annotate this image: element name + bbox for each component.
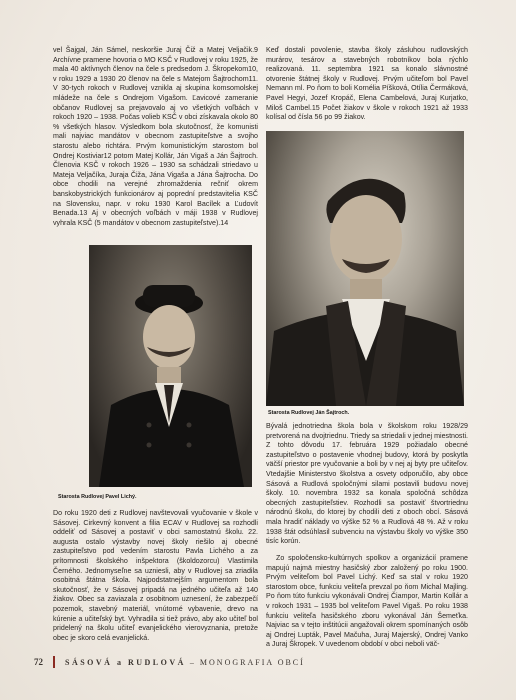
photo-caption-right: Starosta Rudlovej Ján Šajtroch.: [268, 410, 350, 416]
photo-caption-left: Starosta Rudlovej Pavel Lichý.: [58, 494, 137, 500]
right-paragraph-3: Zo spoločensko-kultúrnych spolkov a organizácií pramene mapujú najmä miestny hasičský zbor založený po roku 1900. Prvým veliteľom bol Pavel Lichý. Keď sa stal v roku 1920 starostom obce, funkciu veliteľa prevzal po ňom Michal Majling. Po ňom túto funkciu vykonávali Ondrej Čiampor, Martin Kollár a v rokoch 1931 – 1935 bol veliteľom Pavel Vigaš. Po roku 1938 funkciu veliteľa hasičského zboru vykonával Ján Šemeťka. Najviac sa v tejto inštitúcii angažovali okrem spomínaných osôb aj Ondrej Lupták, Pavel Mačuha, Juraj Majerský, Ondrej Vanko a Juraj Škropek. V uvedenom období v obci neboli väč-: [266, 554, 468, 649]
portrait-photo-pavel-lichy: [89, 245, 252, 487]
footer-title: [65, 658, 305, 667]
footer-title-sub: MONOGRAFIA OBCÍ: [199, 657, 305, 667]
footer-separator: –: [189, 657, 196, 667]
portrait-photo-jan-sajtroch: [266, 131, 464, 406]
page-footer: [34, 655, 305, 669]
left-paragraph-1: vel Šajgal, Ján Sámel, neskoršie Juraj Čiž a Matej Veljačik.9 Archívne pramene hovoria o MO KSČ v Rudlovej v roku 1925, že mala 40 aktívnych členov na čele s predsedom J. Škropekom10, v roku 1929 a 1930 20 členov na čele s Matejom Šajtrochom11. V 30-tych rokoch v Rudlovej vznikla aj skupina komsomolskej mládeže na čele s Ondrejom Vigašom. Ľavicové zameranie občanov Rudlovej sa prejavovalo aj vo všetkých voľbách v rokoch 1920 – 1938. Počas volieb KSČ v obci získavala okolo 80 % všetkých hlasov. Výsledkom bola skutočnosť, že komunisti mali najviac mandátov v obecnom zastupiteľstve a svojho starostu alebo richtára. Prvým komunistickým starostom bol Ondrej Kostiviar12 potom Matej Kollár, Ján Vigaš a Ján Šajtroch. Členovia KSČ v rokoch 1926 – 1930 sa schádzali striedavo u Mateja Veljačíka, Juraja Čiža, Jána Vigaša a Jána Šajtrocha. Do obce chodili na verejné zhromaždenia rečniť okrem banskobystrických funkcionárov aj poprední predstavitelia KSČ na Slovensku, napr. v roku 1930 Karol Bacílek a Ľudovít Benada.13 Aj v obecných voľbách v máji 1938 v Rudlovej vyhrala KSČ (5 mandátov v obecnom zastupiteľstve).14: [53, 46, 258, 227]
right-paragraph-2: Bývalá jednotriedna škola bola v školskom roku 1928/29 pretvorená na dvojtriednu. Triedy sa striedali v jednej miestnosti. Z tohto dôvodu 17. februára 1929 požiadalo obecné zastupiteľstvo o postavenie vhodnej budovy, ktorá by poskytla väčší priestor pre vyučovanie a boli by v nej aj byty pre učiteľov. Vtedajšie Ministerstvo školstva a osvety odporučilo, aby obce Sásová a Rudlová spoločnými silami postavili budovu novej školy. 10. novembra 1932 sa konala spoločná schôdza obecných zastupiteľstiev. Rozhodli sa postaviť štvortriednu národnú školu, do ktorej by chodili deti z oboch obcí. Sásová mala hradiť náklady vo výške 52 % a Rudlová 48 %. Až v roku 1938 štát odsúhlasil subvenciu na výstavbu školy vo výške 350 tisíc korún.: [266, 422, 468, 546]
left-paragraph-2: Do roku 1920 deti z Rudlovej navštevovali vyučovanie v škole v Sásovej. Cirkevný konvent a filia ECAV v Rudlovej sa rozhodli oddeliť od Sásovej a postaviť v obci samostatnú školu. 22. augusta ostalo výstavby novej školy riešilo aj obecné zastupiteľstvo pod vedením starostu Pavla Lichého a za prítomnosti školského inšpektora (školdozorcu) Vlastimila Černého. Jednomyseľne sa uzniesli, aby v Rudlovej sa zriadila osobitná štátna škola. Najpodstatnejším argumentom bola skutočnosť, že v Sásovej pripadá na jedného učiteľa až 140 žiakov. Obec sa zaviazala z osobitnom uznesení, že zabezpečí pozemok, stavebný materiál, vnútorné vybavenie, drevo na kúrenie a učiteľský byt. Vyhradila si tiež právo, aby ako učiteľ bol pridelený na školu učiteľ evanjelického vierovyznania, pretože obec je skoro celá evanjelická.: [53, 509, 258, 642]
page-number: 72: [34, 657, 43, 667]
footer-divider: [53, 656, 55, 668]
right-paragraph-1: Keď dostali povolenie, stavba školy zásluhou rudlovských murárov, tesárov a stavebných robotníkov bola rýchlo realizovaná. 11. septembra 1921 sa konalo slávnostné otvorenie štátnej školy v Rudlovej. Prvým učiteľom bol Pavel Nemann ml. Po ňom to boli Kornélia Píšková, Otília Čermáková, Pavel Hegyi, Jozef Kropáč, Elena Cambelová, Juraj Kurjatko, Miloš Cambel.15 Počet žiakov v škole v rokoch 1921 až 1933 kolísal od čísla 56 po 99 žiakov.: [266, 46, 468, 122]
footer-title-main: SÁSOVÁ a RUDLOVÁ: [65, 657, 186, 667]
